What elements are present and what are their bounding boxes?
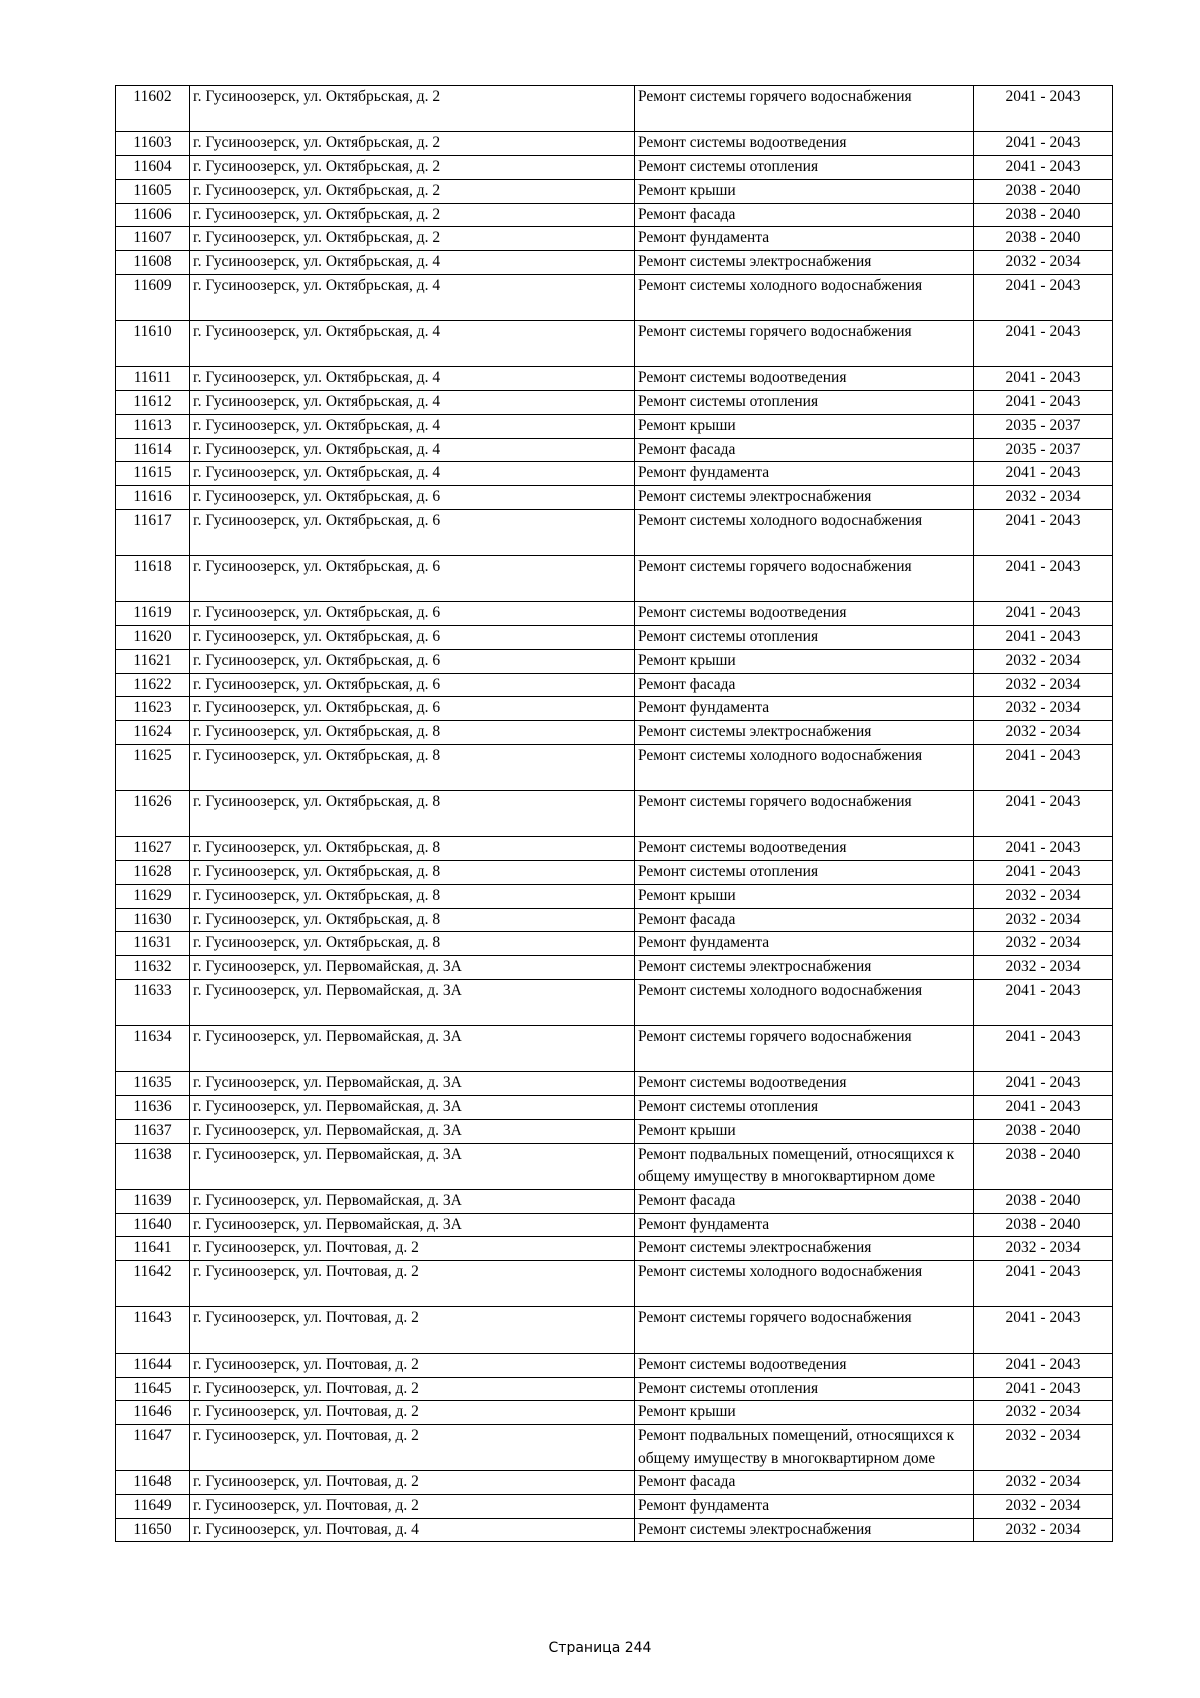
address-cell: г. Гусиноозерск, ул. Почтовая, д. 2 xyxy=(190,1353,635,1377)
period-cell: 2032 - 2034 xyxy=(974,649,1113,673)
table-row xyxy=(116,250,1113,274)
table-row xyxy=(116,837,1113,861)
row-number-cell: 11643 xyxy=(116,1307,190,1353)
address-cell: г. Гусиноозерск, ул. Первомайская, д. 3А xyxy=(190,1143,635,1189)
table-row xyxy=(116,462,1113,486)
period-cell: 2041 - 2043 xyxy=(974,367,1113,391)
address-cell: г. Гусиноозерск, ул. Октябрьская, д. 2 xyxy=(190,227,635,251)
table-row xyxy=(116,556,1113,602)
row-number-cell: 11648 xyxy=(116,1471,190,1495)
address-cell: г. Гусиноозерск, ул. Почтовая, д. 2 xyxy=(190,1495,635,1519)
row-number-cell: 11642 xyxy=(116,1261,190,1307)
address-cell: г. Гусиноозерск, ул. Октябрьская, д. 8 xyxy=(190,791,635,837)
row-number-cell: 11639 xyxy=(116,1189,190,1213)
period-cell: 2041 - 2043 xyxy=(974,86,1113,132)
work-type-cell: Ремонт системы отопления xyxy=(635,391,974,415)
period-cell: 2041 - 2043 xyxy=(974,1072,1113,1096)
table-row xyxy=(116,1401,1113,1425)
address-cell: г. Гусиноозерск, ул. Октябрьская, д. 4 xyxy=(190,250,635,274)
work-type-cell: Ремонт системы горячего водоснабжения xyxy=(635,1307,974,1353)
table-row xyxy=(116,156,1113,180)
work-type-cell: Ремонт системы водоотведения xyxy=(635,837,974,861)
period-cell: 2032 - 2034 xyxy=(974,932,1113,956)
work-type-cell: Ремонт крыши xyxy=(635,414,974,438)
table-row xyxy=(116,861,1113,885)
work-type-cell: Ремонт фасада xyxy=(635,1189,974,1213)
address-cell: г. Гусиноозерск, ул. Октябрьская, д. 6 xyxy=(190,485,635,509)
period-cell: 2032 - 2034 xyxy=(974,955,1113,979)
work-type-cell: Ремонт крыши xyxy=(635,649,974,673)
period-cell: 2041 - 2043 xyxy=(974,1026,1113,1072)
row-number-cell: 11607 xyxy=(116,227,190,251)
row-number-cell: 11636 xyxy=(116,1096,190,1120)
period-cell: 2032 - 2034 xyxy=(974,1495,1113,1519)
period-cell: 2041 - 2043 xyxy=(974,1096,1113,1120)
work-type-cell: Ремонт фасада xyxy=(635,908,974,932)
work-type-cell: Ремонт подвальных помещений, относящихся к общему имуществу в многоквартирном доме xyxy=(635,1424,974,1470)
period-cell: 2041 - 2043 xyxy=(974,791,1113,837)
work-type-cell: Ремонт фасада xyxy=(635,673,974,697)
table-row xyxy=(116,86,1113,132)
address-cell: г. Гусиноозерск, ул. Октябрьская, д. 4 xyxy=(190,438,635,462)
period-cell: 2041 - 2043 xyxy=(974,1353,1113,1377)
address-cell: г. Гусиноозерск, ул. Октябрьская, д. 8 xyxy=(190,884,635,908)
period-cell: 2032 - 2034 xyxy=(974,250,1113,274)
table-row xyxy=(116,720,1113,744)
row-number-cell: 11630 xyxy=(116,908,190,932)
work-type-cell: Ремонт системы отопления xyxy=(635,156,974,180)
address-cell: г. Гусиноозерск, ул. Октябрьская, д. 2 xyxy=(190,179,635,203)
period-cell: 2041 - 2043 xyxy=(974,602,1113,626)
table-row xyxy=(116,1096,1113,1120)
row-number-cell: 11635 xyxy=(116,1072,190,1096)
row-number-cell: 11619 xyxy=(116,602,190,626)
row-number-cell: 11637 xyxy=(116,1119,190,1143)
row-number-cell: 11610 xyxy=(116,321,190,367)
work-type-cell: Ремонт системы холодного водоснабжения xyxy=(635,1261,974,1307)
row-number-cell: 11638 xyxy=(116,1143,190,1189)
row-number-cell: 11628 xyxy=(116,861,190,885)
work-type-cell: Ремонт системы горячего водоснабжения xyxy=(635,556,974,602)
period-cell: 2032 - 2034 xyxy=(974,1424,1113,1470)
row-number-cell: 11627 xyxy=(116,837,190,861)
period-cell: 2041 - 2043 xyxy=(974,744,1113,790)
table-row xyxy=(116,274,1113,320)
address-cell: г. Гусиноозерск, ул. Октябрьская, д. 4 xyxy=(190,414,635,438)
table-row xyxy=(116,1026,1113,1072)
work-type-cell: Ремонт системы холодного водоснабжения xyxy=(635,979,974,1025)
work-type-cell: Ремонт системы водоотведения xyxy=(635,1072,974,1096)
row-number-cell: 11604 xyxy=(116,156,190,180)
address-cell: г. Гусиноозерск, ул. Первомайская, д. 3А xyxy=(190,955,635,979)
row-number-cell: 11623 xyxy=(116,697,190,721)
work-type-cell: Ремонт фасада xyxy=(635,438,974,462)
row-number-cell: 11605 xyxy=(116,179,190,203)
period-cell: 2041 - 2043 xyxy=(974,1377,1113,1401)
period-cell: 2041 - 2043 xyxy=(974,1261,1113,1307)
address-cell: г. Гусиноозерск, ул. Октябрьская, д. 8 xyxy=(190,932,635,956)
address-cell: г. Гусиноозерск, ул. Октябрьская, д. 6 xyxy=(190,556,635,602)
address-cell: г. Гусиноозерск, ул. Первомайская, д. 3А xyxy=(190,1072,635,1096)
work-type-cell: Ремонт системы электроснабжения xyxy=(635,250,974,274)
row-number-cell: 11620 xyxy=(116,626,190,650)
work-type-cell: Ремонт фундамента xyxy=(635,932,974,956)
table-row xyxy=(116,1307,1113,1353)
period-cell: 2032 - 2034 xyxy=(974,1237,1113,1261)
period-cell: 2041 - 2043 xyxy=(974,509,1113,555)
table-row xyxy=(116,979,1113,1025)
row-number-cell: 11632 xyxy=(116,955,190,979)
work-type-cell: Ремонт подвальных помещений, относящихся к общему имуществу в многоквартирном доме xyxy=(635,1143,974,1189)
work-type-cell: Ремонт крыши xyxy=(635,1119,974,1143)
work-type-cell: Ремонт системы водоотведения xyxy=(635,132,974,156)
row-number-cell: 11618 xyxy=(116,556,190,602)
work-type-cell: Ремонт фундамента xyxy=(635,462,974,486)
work-type-cell: Ремонт системы отопления xyxy=(635,1096,974,1120)
row-number-cell: 11634 xyxy=(116,1026,190,1072)
work-type-cell: Ремонт системы холодного водоснабжения xyxy=(635,509,974,555)
table-row xyxy=(116,955,1113,979)
work-type-cell: Ремонт системы холодного водоснабжения xyxy=(635,274,974,320)
work-type-cell: Ремонт крыши xyxy=(635,884,974,908)
row-number-cell: 11646 xyxy=(116,1401,190,1425)
work-type-cell: Ремонт системы отопления xyxy=(635,1377,974,1401)
address-cell: г. Гусиноозерск, ул. Октябрьская, д. 6 xyxy=(190,649,635,673)
table-row xyxy=(116,1471,1113,1495)
address-cell: г. Гусиноозерск, ул. Октябрьская, д. 4 xyxy=(190,391,635,415)
table-row xyxy=(116,509,1113,555)
period-cell: 2038 - 2040 xyxy=(974,227,1113,251)
row-number-cell: 11606 xyxy=(116,203,190,227)
row-number-cell: 11622 xyxy=(116,673,190,697)
table-row xyxy=(116,321,1113,367)
work-type-cell: Ремонт системы горячего водоснабжения xyxy=(635,1026,974,1072)
table-row xyxy=(116,791,1113,837)
row-number-cell: 11603 xyxy=(116,132,190,156)
table-row xyxy=(116,1143,1113,1189)
period-cell: 2041 - 2043 xyxy=(974,391,1113,415)
table-row xyxy=(116,367,1113,391)
period-cell: 2041 - 2043 xyxy=(974,1307,1113,1353)
period-cell: 2038 - 2040 xyxy=(974,1189,1113,1213)
table-row xyxy=(116,391,1113,415)
work-type-cell: Ремонт фасада xyxy=(635,1471,974,1495)
period-cell: 2038 - 2040 xyxy=(974,1213,1113,1237)
work-type-cell: Ремонт фундамента xyxy=(635,1495,974,1519)
table-row xyxy=(116,908,1113,932)
address-cell: г. Гусиноозерск, ул. Октябрьская, д. 2 xyxy=(190,156,635,180)
row-number-cell: 11631 xyxy=(116,932,190,956)
table-row xyxy=(116,485,1113,509)
work-type-cell: Ремонт системы водоотведения xyxy=(635,602,974,626)
table-row xyxy=(116,1377,1113,1401)
period-cell: 2041 - 2043 xyxy=(974,156,1113,180)
address-cell: г. Гусиноозерск, ул. Первомайская, д. 3А xyxy=(190,1119,635,1143)
row-number-cell: 11650 xyxy=(116,1518,190,1542)
address-cell: г. Гусиноозерск, ул. Почтовая, д. 2 xyxy=(190,1377,635,1401)
table-row xyxy=(116,1072,1113,1096)
table-row xyxy=(116,414,1113,438)
table-row xyxy=(116,649,1113,673)
address-cell: г. Гусиноозерск, ул. Почтовая, д. 2 xyxy=(190,1307,635,1353)
work-type-cell: Ремонт системы электроснабжения xyxy=(635,1237,974,1261)
works-table-body xyxy=(116,86,1113,1542)
work-type-cell: Ремонт системы горячего водоснабжения xyxy=(635,86,974,132)
row-number-cell: 11647 xyxy=(116,1424,190,1470)
row-number-cell: 11621 xyxy=(116,649,190,673)
table-row xyxy=(116,438,1113,462)
address-cell: г. Гусиноозерск, ул. Почтовая, д. 2 xyxy=(190,1401,635,1425)
row-number-cell: 11641 xyxy=(116,1237,190,1261)
address-cell: г. Гусиноозерск, ул. Октябрьская, д. 2 xyxy=(190,203,635,227)
work-type-cell: Ремонт фундамента xyxy=(635,227,974,251)
table-row xyxy=(116,697,1113,721)
table-row xyxy=(116,602,1113,626)
row-number-cell: 11624 xyxy=(116,720,190,744)
period-cell: 2041 - 2043 xyxy=(974,462,1113,486)
table-row xyxy=(116,884,1113,908)
row-number-cell: 11640 xyxy=(116,1213,190,1237)
address-cell: г. Гусиноозерск, ул. Первомайская, д. 3А xyxy=(190,1096,635,1120)
row-number-cell: 11613 xyxy=(116,414,190,438)
row-number-cell: 11609 xyxy=(116,274,190,320)
work-type-cell: Ремонт фундамента xyxy=(635,1213,974,1237)
address-cell: г. Гусиноозерск, ул. Первомайская, д. 3А xyxy=(190,1213,635,1237)
row-number-cell: 11625 xyxy=(116,744,190,790)
row-number-cell: 11626 xyxy=(116,791,190,837)
address-cell: г. Гусиноозерск, ул. Октябрьская, д. 8 xyxy=(190,837,635,861)
period-cell: 2032 - 2034 xyxy=(974,673,1113,697)
row-number-cell: 11616 xyxy=(116,485,190,509)
works-table xyxy=(115,85,1113,1542)
period-cell: 2032 - 2034 xyxy=(974,697,1113,721)
address-cell: г. Гусиноозерск, ул. Октябрьская, д. 4 xyxy=(190,274,635,320)
address-cell: г. Гусиноозерск, ул. Октябрьская, д. 4 xyxy=(190,367,635,391)
address-cell: г. Гусиноозерск, ул. Почтовая, д. 4 xyxy=(190,1518,635,1542)
table-row xyxy=(116,203,1113,227)
address-cell: г. Гусиноозерск, ул. Почтовая, д. 2 xyxy=(190,1237,635,1261)
period-cell: 2035 - 2037 xyxy=(974,414,1113,438)
period-cell: 2038 - 2040 xyxy=(974,203,1113,227)
period-cell: 2032 - 2034 xyxy=(974,1471,1113,1495)
address-cell: г. Гусиноозерск, ул. Октябрьская, д. 8 xyxy=(190,720,635,744)
table-row xyxy=(116,673,1113,697)
work-type-cell: Ремонт системы водоотведения xyxy=(635,1353,974,1377)
table-row xyxy=(116,1353,1113,1377)
table-row xyxy=(116,744,1113,790)
row-number-cell: 11611 xyxy=(116,367,190,391)
row-number-cell: 11614 xyxy=(116,438,190,462)
period-cell: 2032 - 2034 xyxy=(974,485,1113,509)
work-type-cell: Ремонт фасада xyxy=(635,203,974,227)
period-cell: 2041 - 2043 xyxy=(974,837,1113,861)
row-number-cell: 11649 xyxy=(116,1495,190,1519)
work-type-cell: Ремонт системы отопления xyxy=(635,626,974,650)
table-row xyxy=(116,227,1113,251)
table-row xyxy=(116,1424,1113,1470)
period-cell: 2032 - 2034 xyxy=(974,1518,1113,1542)
period-cell: 2032 - 2034 xyxy=(974,908,1113,932)
period-cell: 2038 - 2040 xyxy=(974,179,1113,203)
work-type-cell: Ремонт системы электроснабжения xyxy=(635,485,974,509)
period-cell: 2035 - 2037 xyxy=(974,438,1113,462)
row-number-cell: 11615 xyxy=(116,462,190,486)
row-number-cell: 11608 xyxy=(116,250,190,274)
page-number: Страница 244 xyxy=(548,1640,652,1656)
row-number-cell: 11612 xyxy=(116,391,190,415)
table-row xyxy=(116,132,1113,156)
work-type-cell: Ремонт системы отопления xyxy=(635,861,974,885)
row-number-cell: 11633 xyxy=(116,979,190,1025)
row-number-cell: 11602 xyxy=(116,86,190,132)
period-cell: 2038 - 2040 xyxy=(974,1119,1113,1143)
period-cell: 2032 - 2034 xyxy=(974,884,1113,908)
table-row xyxy=(116,1189,1113,1213)
work-type-cell: Ремонт системы холодного водоснабжения xyxy=(635,744,974,790)
address-cell: г. Гусиноозерск, ул. Октябрьская, д. 4 xyxy=(190,321,635,367)
address-cell: г. Гусиноозерск, ул. Октябрьская, д. 2 xyxy=(190,86,635,132)
period-cell: 2041 - 2043 xyxy=(974,979,1113,1025)
address-cell: г. Гусиноозерск, ул. Октябрьская, д. 4 xyxy=(190,462,635,486)
work-type-cell: Ремонт системы водоотведения xyxy=(635,367,974,391)
period-cell: 2032 - 2034 xyxy=(974,1401,1113,1425)
table-row xyxy=(116,932,1113,956)
row-number-cell: 11645 xyxy=(116,1377,190,1401)
period-cell: 2041 - 2043 xyxy=(974,321,1113,367)
table-row xyxy=(116,1119,1113,1143)
table-row xyxy=(116,1237,1113,1261)
work-type-cell: Ремонт системы электроснабжения xyxy=(635,1518,974,1542)
address-cell: г. Гусиноозерск, ул. Первомайская, д. 3А xyxy=(190,1189,635,1213)
address-cell: г. Гусиноозерск, ул. Октябрьская, д. 6 xyxy=(190,626,635,650)
period-cell: 2041 - 2043 xyxy=(974,556,1113,602)
table-row xyxy=(116,1495,1113,1519)
address-cell: г. Гусиноозерск, ул. Почтовая, д. 2 xyxy=(190,1424,635,1470)
period-cell: 2032 - 2034 xyxy=(974,720,1113,744)
address-cell: г. Гусиноозерск, ул. Октябрьская, д. 6 xyxy=(190,673,635,697)
work-type-cell: Ремонт системы горячего водоснабжения xyxy=(635,321,974,367)
row-number-cell: 11644 xyxy=(116,1353,190,1377)
address-cell: г. Гусиноозерск, ул. Октябрьская, д. 6 xyxy=(190,509,635,555)
work-type-cell: Ремонт крыши xyxy=(635,1401,974,1425)
work-type-cell: Ремонт фундамента xyxy=(635,697,974,721)
period-cell: 2041 - 2043 xyxy=(974,626,1113,650)
address-cell: г. Гусиноозерск, ул. Октябрьская, д. 2 xyxy=(190,132,635,156)
period-cell: 2041 - 2043 xyxy=(974,861,1113,885)
table-row xyxy=(116,1213,1113,1237)
address-cell: г. Гусиноозерск, ул. Почтовая, д. 2 xyxy=(190,1471,635,1495)
work-type-cell: Ремонт системы горячего водоснабжения xyxy=(635,791,974,837)
work-type-cell: Ремонт системы электроснабжения xyxy=(635,720,974,744)
work-type-cell: Ремонт крыши xyxy=(635,179,974,203)
address-cell: г. Гусиноозерск, ул. Октябрьская, д. 6 xyxy=(190,697,635,721)
period-cell: 2038 - 2040 xyxy=(974,1143,1113,1189)
work-type-cell: Ремонт системы электроснабжения xyxy=(635,955,974,979)
address-cell: г. Гусиноозерск, ул. Первомайская, д. 3А xyxy=(190,1026,635,1072)
row-number-cell: 11617 xyxy=(116,509,190,555)
row-number-cell: 11629 xyxy=(116,884,190,908)
period-cell: 2041 - 2043 xyxy=(974,132,1113,156)
address-cell: г. Гусиноозерск, ул. Октябрьская, д. 8 xyxy=(190,908,635,932)
table-row xyxy=(116,626,1113,650)
period-cell: 2041 - 2043 xyxy=(974,274,1113,320)
table-row xyxy=(116,179,1113,203)
address-cell: г. Гусиноозерск, ул. Октябрьская, д. 6 xyxy=(190,602,635,626)
table-row xyxy=(116,1261,1113,1307)
address-cell: г. Гусиноозерск, ул. Октябрьская, д. 8 xyxy=(190,744,635,790)
address-cell: г. Гусиноозерск, ул. Октябрьская, д. 8 xyxy=(190,861,635,885)
table-row xyxy=(116,1518,1113,1542)
address-cell: г. Гусиноозерск, ул. Почтовая, д. 2 xyxy=(190,1261,635,1307)
address-cell: г. Гусиноозерск, ул. Первомайская, д. 3А xyxy=(190,979,635,1025)
